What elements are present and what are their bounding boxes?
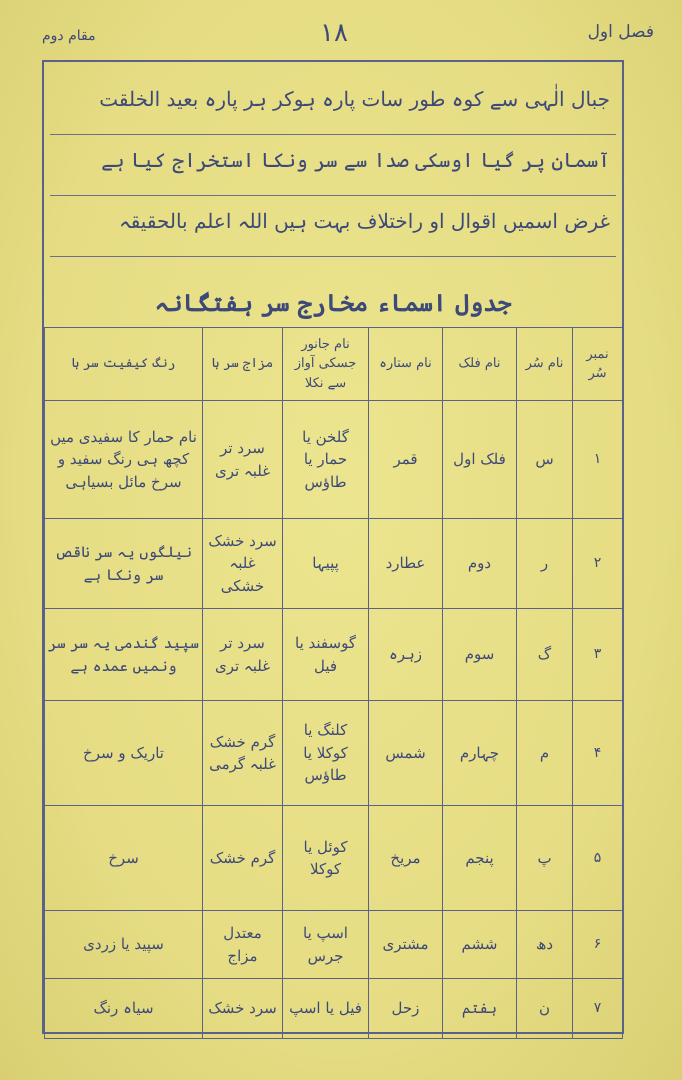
table-cell: سوم [443, 609, 517, 701]
table-cell: ۳ [573, 609, 623, 701]
table-cell: مریخ [369, 806, 443, 911]
table-cell: معتدل مزاج [203, 911, 283, 979]
table-cell: نیلگوں یہ سر ناقص سر ونکا ہے [45, 519, 203, 609]
table-cell: فلک اول [443, 401, 517, 519]
table-cell: زحل [369, 979, 443, 1039]
prose-block [50, 74, 616, 257]
table-row [45, 806, 623, 911]
table-cell: ہفتم [443, 979, 517, 1039]
page-number: ۱۸ [320, 18, 348, 48]
table-cell: ۷ [573, 979, 623, 1039]
chapter-header: فصل اول [587, 22, 654, 42]
table-cell: س [517, 401, 573, 519]
section-header: مقام دوم [42, 28, 96, 44]
column-header: نام جانور جسکی آواز سے نکلا [283, 328, 369, 401]
table-cell: زہرہ [369, 609, 443, 701]
table-row [45, 609, 623, 701]
table-row [45, 979, 623, 1039]
table-cell: سیاہ رنگ [45, 979, 203, 1039]
prose-line: جبال الٰہی سے کوہ طور سات پارہ ہوکر ہر پارہ بعید الخلقت [50, 74, 616, 135]
content-frame [42, 60, 624, 1034]
table-cell: ۲ [573, 519, 623, 609]
table-row [45, 519, 623, 609]
table-cell: شمس [369, 701, 443, 806]
table-cell: م [517, 701, 573, 806]
column-header: نمبر سُر [573, 328, 623, 401]
table-cell: ن [517, 979, 573, 1039]
table-cell: گلخن یا حمار یا طاؤس [283, 401, 369, 519]
column-header: نام ستارہ [369, 328, 443, 401]
table-row [45, 701, 623, 806]
table-cell: ۱ [573, 401, 623, 519]
table-cell: اسپ یا جرس [283, 911, 369, 979]
prose-line: غرض اسمیں اقوال او راختلاف بہت ہیں اللہ اعلم بالحقیقہ [50, 196, 616, 257]
table-cell: سرد تر غلبہ تری [203, 401, 283, 519]
column-header: نام سُر [517, 328, 573, 401]
table-cell: ۴ [573, 701, 623, 806]
table-row [45, 911, 623, 979]
table-cell: گرم خشک [203, 806, 283, 911]
table-cell: سرد تر غلبہ تری [203, 609, 283, 701]
table-cell: ر [517, 519, 573, 609]
table-row [45, 401, 623, 519]
prose-line: آسمان پر گیا اوسکی صدا سے سر ونکا استخراج کیا ہے [50, 135, 616, 196]
table-cell: عطارد [369, 519, 443, 609]
table-cell: سرخ [45, 806, 203, 911]
table-cell: ۶ [573, 911, 623, 979]
table-cell: دوم [443, 519, 517, 609]
table-cell: کلنگ یا کوکلا یا طاؤس [283, 701, 369, 806]
column-header: مزاج سر ہا [203, 328, 283, 401]
column-header: رنگ کیفیت سر ہا [45, 328, 203, 401]
column-header: نام فلک [443, 328, 517, 401]
table-cell: چہارم [443, 701, 517, 806]
table-cell: نام حمار کا سفیدی میں کچھ ہی رنگ سفید و سرخ مائل بسیاہی [45, 401, 203, 519]
table-cell: سپید یا زردی [45, 911, 203, 979]
table-cell: گرم خشک غلبہ گرمی [203, 701, 283, 806]
table-cell: پنجم [443, 806, 517, 911]
table-cell: پپیہا [283, 519, 369, 609]
table-cell: کوئل یا کوکلا [283, 806, 369, 911]
table-cell: تاریک و سرخ [45, 701, 203, 806]
table-cell: سرد خشک [203, 979, 283, 1039]
table-cell: سپید گندمی یہ سر سر ونمیں عمدہ ہے [45, 609, 203, 701]
table-cell: مشتری [369, 911, 443, 979]
table-cell: گ [517, 609, 573, 701]
table-cell: گوسفند یا فیل [283, 609, 369, 701]
notes-table [44, 327, 623, 1039]
table-cell: پ [517, 806, 573, 911]
table-cell: دھ [517, 911, 573, 979]
table-cell: ششم [443, 911, 517, 979]
table-cell: سرد خشک غلبہ خشکی [203, 519, 283, 609]
table-cell: فیل یا اسپ [283, 979, 369, 1039]
table-header-row [45, 328, 623, 401]
table-cell: ۵ [573, 806, 623, 911]
table-title: جدول اسماء مخارج سر ہفتگانہ [154, 288, 512, 317]
table-cell: قمر [369, 401, 443, 519]
